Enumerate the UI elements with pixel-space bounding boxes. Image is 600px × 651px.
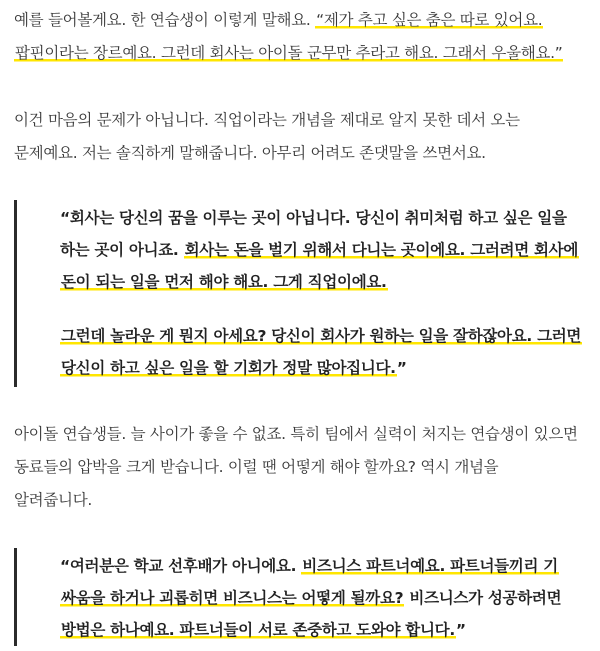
intro-highlight-2: 팝핀이라는 장르예요. 그런데 회사는 아이돌 군무만 추라고 해요. 그래서 우울해요.” bbox=[15, 44, 563, 62]
quote2-highlight-3: 방법은 하나예요. 파트너들이 서로 존중하고 도와야 합니다. bbox=[61, 621, 455, 639]
quote1-close-mark: ” bbox=[396, 359, 407, 377]
quote2-highlight-2: 싸움을 하거나 괴롭히면 비즈니스는 어떻게 될까요? bbox=[61, 589, 404, 607]
intro-plain: 예를 들어볼게요. 한 연습생이 이렇게 말해요. bbox=[14, 11, 316, 29]
blockquote-bar bbox=[14, 548, 17, 646]
quote1-highlight-3: 그런데 놀라운 게 뭔지 아세요? 당신이 회사가 원하는 일을 잘하잖아요. 그러면 bbox=[61, 327, 582, 345]
quote1-highlight-2: 돈이 되는 일을 먼저 해야 해요. 그게 직업이에요. bbox=[61, 273, 387, 291]
para2-line-2: 동료들의 압박을 크게 받습니다. 이럴 땐 어떻게 해야 할까요? 역시 개념을 bbox=[14, 458, 499, 476]
blockquote-bar bbox=[14, 200, 17, 387]
quote1-line-5 bbox=[60, 358, 407, 378]
quote2-line-3 bbox=[60, 620, 466, 640]
intro-line-2 bbox=[14, 43, 563, 63]
quote1-highlight-4: 당신이 하고 싶은 일을 할 기회가 정말 많아집니다. bbox=[61, 359, 396, 377]
intro-line-1 bbox=[14, 10, 543, 30]
para1-line-2: 문제예요. 저는 솔직하게 말해줍니다. 아무리 어려도 존댓말을 쓰면서요. bbox=[14, 144, 486, 162]
para2-line-1: 아이돌 연습생들. 늘 사이가 좋을 수 없죠. 특히 팀에서 실력이 처지는 연습생이 있으면 bbox=[14, 425, 578, 443]
quote1-line-1: “회사는 당신의 꿈을 이루는 곳이 아닙니다. 당신이 취미처럼 하고 싶은 일을 bbox=[60, 209, 567, 227]
quote1-line-4 bbox=[60, 326, 582, 346]
para2-line-3: 알려줍니다. bbox=[14, 491, 92, 509]
quote2-plain-1: “여러분은 학교 선후배가 아니에요. bbox=[60, 557, 302, 575]
quote2-close-mark: ” bbox=[455, 621, 466, 639]
quote2-plain-2: 비즈니스가 성공하려면 bbox=[404, 589, 562, 607]
quote1-plain: 하는 곳이 아니죠. bbox=[60, 241, 184, 259]
para1-line-1: 이건 마음의 문제가 아닙니다. 직업이라는 개념을 제대로 알지 못한 데서 오는 bbox=[14, 111, 520, 129]
quote2-line-1 bbox=[60, 556, 559, 576]
quote1-line-2 bbox=[60, 240, 579, 260]
intro-highlight-1: “제가 추고 싶은 춤은 따로 있어요. bbox=[316, 11, 543, 29]
quote1-line-3 bbox=[60, 272, 388, 292]
quote2-line-2 bbox=[60, 588, 561, 608]
quote1-highlight-1: 회사는 돈을 벌기 위해서 다니는 곳이에요. 그러려면 회사에 bbox=[184, 241, 579, 259]
quote2-highlight-1: 비즈니스 파트너예요. 파트너들끼리 기 bbox=[302, 557, 558, 575]
